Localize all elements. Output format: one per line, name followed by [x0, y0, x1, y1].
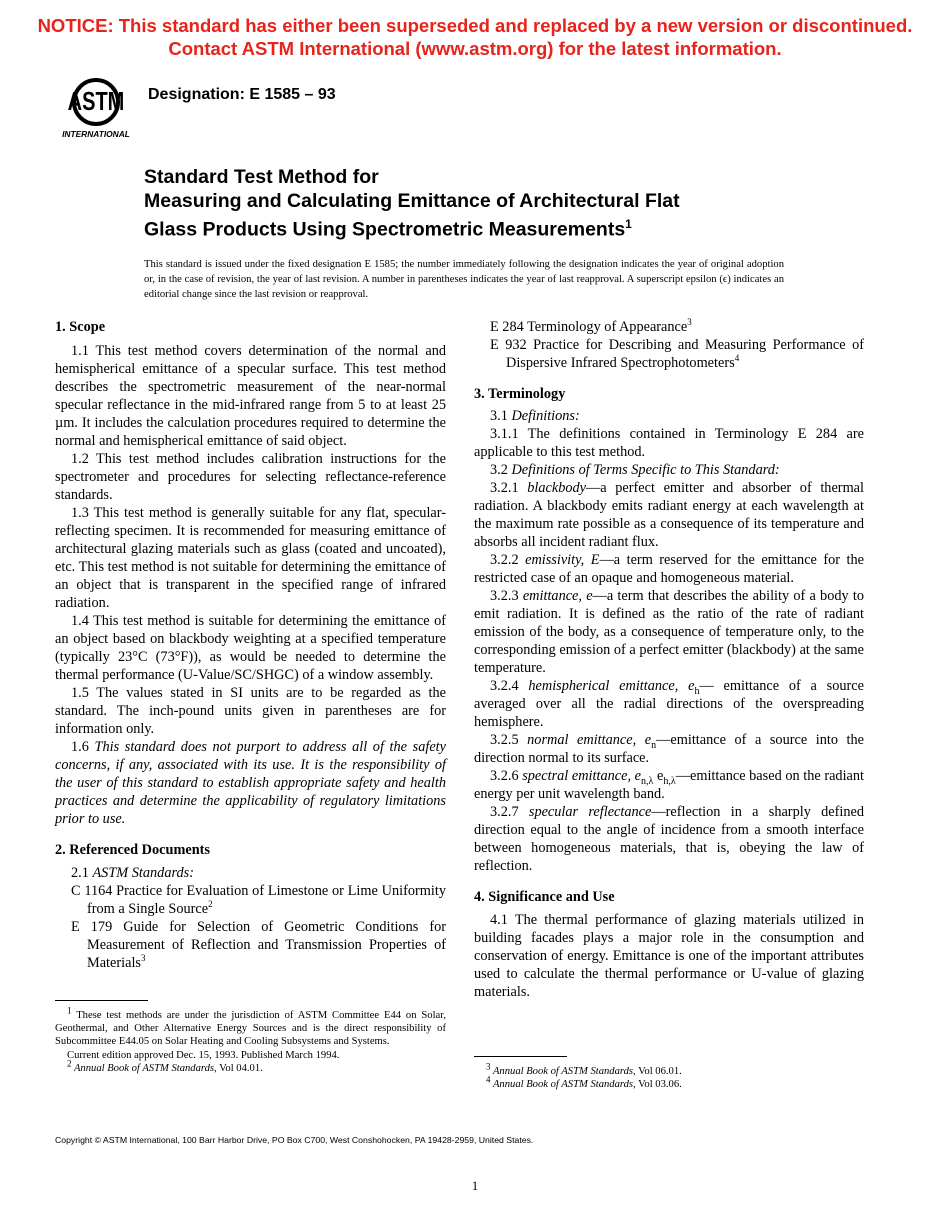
paragraph-1-2: 1.2 This test method includes calibration instructions for the spectrometer and procedures for selecting reflectance-reference standards.: [55, 451, 446, 503]
footnote-rule-left: [55, 1000, 148, 1001]
section-heading-terminology: 3. Terminology: [474, 386, 566, 402]
definition-emissivity: 3.2.2 emissivity, E—a term reserved for the emittance for the restricted case of an opaque and homogeneous material.: [474, 552, 864, 586]
paragraph-1-3: 1.3 This test method is generally suitable for any flat, specular-reflecting specimen. It is recommended for measuring emittance of architectural glazing materials such as glass (coated and uncoated), etc. This test method is not suitable for determining the emittance of an object that is transparent in the specified range of infrared radiation.: [55, 505, 446, 611]
astm-logo: [56, 76, 136, 140]
footnote-4: $^4$ Annual Book of ASTM Standards, Vol 03.06.: [486, 1074, 682, 1091]
footnote-rule-right: [474, 1056, 567, 1057]
definition-hemispherical-emittance: 3.2.4 hemispherical emittance, $e_h—$ emittance of a source averaged over all the radial directions of the overspreading hemisphere.: [474, 678, 864, 730]
paragraph-4-1: 4.1 The thermal performance of glazing materials utilized in building facades plays a major role in the consumption and conservation of energy. Emittance is one of the important attributes used to calculate the thermal performance or U-value of glazing materials.: [474, 912, 864, 1000]
notice-line-2: Contact ASTM International (www.astm.org) for the latest information.: [168, 38, 782, 59]
footnote-2: $^2$ Annual Book of ASTM Standards, Vol 04.01.: [67, 1058, 263, 1074]
paragraph-1-5: 1.5 The values stated in SI units are to be regarded as the standard. The inch-pound units given in parentheses are for information only.: [55, 685, 446, 737]
reference-c1164: C 1164 Practice for Evaluation of Limestone or Lime Uniformity from a Single Source$^2$: [71, 883, 446, 917]
designation: Designation: E 1585 – 93: [148, 86, 336, 103]
right-column: [474, 318, 864, 1001]
document-title: [144, 166, 844, 242]
title-line-1: Standard Test Method for: [144, 166, 379, 188]
footnote-3: $^3$ Annual Book of ASTM Standards, Vol 06.01.: [486, 1061, 682, 1077]
section-heading-significance: 4. Significance and Use: [474, 889, 615, 905]
notice-line-1: NOTICE: This standard has either been superseded and replaced by a new version or discontinued.: [37, 15, 913, 36]
footnote-1: $^1$ These test methods are under the jurisdiction of ASTM Committee E44 on Solar, Geothermal, and Other Alternative Energy Sources and is the direct responsibility of Subcommittee E44.05 on Solar Heating and Cooling Subsystems and Systems.: [55, 1005, 446, 1048]
logo-subtext: INTERNATIONAL: [62, 129, 130, 139]
issued-note: This standard is issued under the fixed designation E 1585; the number immediately following the designation indicates the year of original adoption or, in the case of revision, the year of last revision. A number in parentheses indicates the year of last reapproval. A superscript epsilon (ϵ) indicates an editorial change since the last revision or reapproval.: [144, 259, 784, 300]
definition-blackbody: 3.2.1 blackbody—a perfect emitter and absorber of thermal radiation. A blackbody emits radiant energy at each wavelength at the maximum rate possible as a consequence of its temperature and absorbs all incident radiant flux.: [474, 480, 865, 550]
logo-text: ASTM: [67, 86, 125, 116]
paragraph-2-1: 2.1 ASTM Standards:: [71, 865, 194, 881]
paragraph-1-1: 1.1 This test method covers determination of the normal and hemispherical emittance of a specular surface. This test method describes the spectrometric measurement of the near-normal specular reflectance in the mid-infrared range from 5 to at least 25 µm. It includes the calculation procedures required to determine the normal and hemispherical emittance of said object.: [55, 343, 446, 449]
left-column: [55, 318, 446, 972]
title-line-2: Measuring and Calculating Emittance of Architectural Flat: [144, 189, 680, 212]
page-number: 1: [471, 1178, 479, 1193]
definition-normal-emittance: 3.2.5 normal emittance, $e_n—emittance$ of a source into the direction normal to its surface.: [474, 732, 865, 766]
section-heading-scope: 1. Scope: [55, 319, 106, 335]
title-footnote-mark: 1: [625, 217, 632, 231]
paragraph-3-1-1: 3.1.1 The definitions contained in Terminology E 284 are applicable to this test method.: [474, 426, 864, 460]
definition-specular-reflectance: 3.2.7 specular reflectance—reflection in a sharply defined direction equal to the angle of incidence from a smooth interface between homogeneous materials, that is, obeying the law of reflection.: [474, 804, 864, 874]
footnote-1-approval: Current edition approved Dec. 15, 1993. Published March 1994.: [67, 1049, 340, 1061]
copyright: Copyright © ASTM International, 100 Barr Harbor Drive, PO Box C700, West Conshohocken, PA 19428-2959, United States.: [55, 1135, 534, 1145]
footnotes-left: [55, 1005, 446, 1075]
paragraph-3-1: 3.1 Definitions:: [490, 408, 580, 424]
reference-e179: E 179 Guide for Selection of Geometric Conditions for Measurement of Reflection and Transmission Properties of Materials$^3$: [71, 919, 446, 971]
reference-e932: E 932 Practice for Describing and Measuring Performance of Dispersive Infrared Spectrophotometers$^4$: [490, 337, 864, 371]
section-heading-referenced: 2. Referenced Documents: [55, 842, 210, 858]
paragraph-1-6: 1.6 This standard does not purport to address all of the safety concerns, if any, associated with its use. It is the responsibility of the user of this standard to establish appropriate safety and health practices and determine the applicability of regulatory limitations prior to use.: [55, 739, 446, 827]
definition-spectral-emittance: 3.2.6 spectral emittance, $e_{n,\lambda}$ $e_{h,\lambda}—emittance$ based on the radiant energy per unit wavelength band.: [474, 768, 865, 802]
paragraph-3-2: 3.2 Definitions of Terms Specific to This Standard:: [490, 462, 780, 478]
definition-emittance: 3.2.3 emittance, e—a term that describes the ability of a body to emit radiation. It is defined as the ratio of the rate of radiant emission of the body, as a consequence of temperature only, to the corresponding emission of a perfect emitter (blackbody) at the same temperature.: [474, 588, 864, 676]
footnotes-right: [474, 1061, 864, 1091]
reference-e284: E 284 Terminology of Appearance$^3$: [490, 317, 692, 335]
notice-banner: [0, 14, 950, 60]
paragraph-1-4: 1.4 This test method is suitable for determining the emittance of an object based on blackbody weighting at a specified temperature (typically 23°C (73°F)), as would be needed to determine the thermal performance (U-Value/SC/SHGC) of a window assembly.: [55, 613, 446, 683]
title-line-3: Glass Products Using Spectrometric Measurements$^1$: [144, 217, 632, 241]
